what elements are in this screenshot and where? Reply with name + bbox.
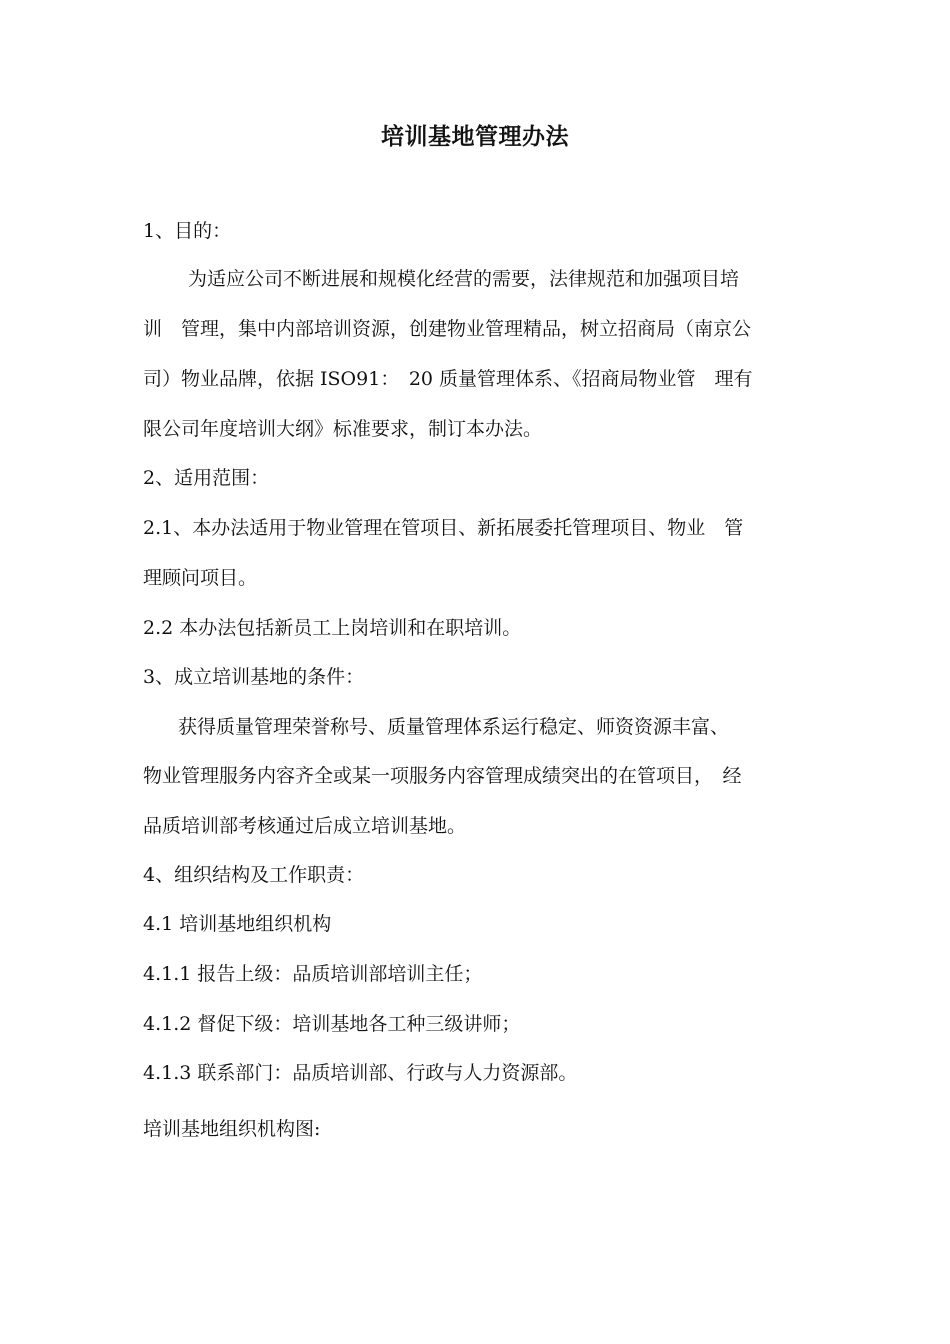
purpose-line-1: 为适应公司不断进展和规模化经营的需要，法律规范和加强项目培 [188, 268, 740, 290]
scope-2-2: 2.2 本办法包括新员工上岗培训和在职培训。 [143, 617, 522, 639]
page-title: 培训基地管理办法 [381, 124, 569, 150]
item-4-1-1: 4.1.1 报告上级：品质培训部培训主任； [143, 963, 483, 985]
purpose-line-4: 限公司年度培训大纲》标准要求，制订本办法。 [143, 418, 543, 440]
section-1-heading: 1、目的： [143, 220, 232, 242]
section-3-heading: 3、成立培训基地的条件： [143, 666, 365, 688]
item-4-1-2: 4.1.2 督促下级：培训基地各工种三级讲师； [143, 1013, 521, 1035]
org-chart-label: 培训基地组织机构图: [143, 1118, 321, 1140]
conditions-line-1: 获得质量管理荣誉称号、质量管理体系运行稳定、师资资源丰富、 [178, 716, 730, 738]
section-4-heading: 4、组织结构及工作职责： [143, 864, 365, 886]
purpose-line-3: 司）物业品牌，依据 ISO91： 20 质量管理体系、《招商局物业管 理有 [143, 368, 753, 390]
item-4-1: 4.1 培训基地组织机构 [143, 913, 332, 935]
purpose-line-2: 训 管理，集中内部培训资源，创建物业管理精品，树立招商局（南京公 [143, 318, 752, 340]
scope-2-1-line-2: 理顾问项目。 [143, 567, 258, 589]
conditions-line-3: 品质培训部考核通过后成立培训基地。 [143, 815, 467, 837]
item-4-1-3: 4.1.3 联系部门：品质培训部、行政与人力资源部。 [143, 1062, 578, 1084]
conditions-line-2: 物业管理服务内容齐全或某一项服务内容管理成绩突出的在管项目， 经 [143, 765, 742, 787]
section-2-heading: 2、适用范围： [143, 467, 270, 489]
scope-2-1-line-1: 2.1、本办法适用于物业管理在管项目、新拓展委托管理项目、物业 管 [143, 517, 744, 539]
